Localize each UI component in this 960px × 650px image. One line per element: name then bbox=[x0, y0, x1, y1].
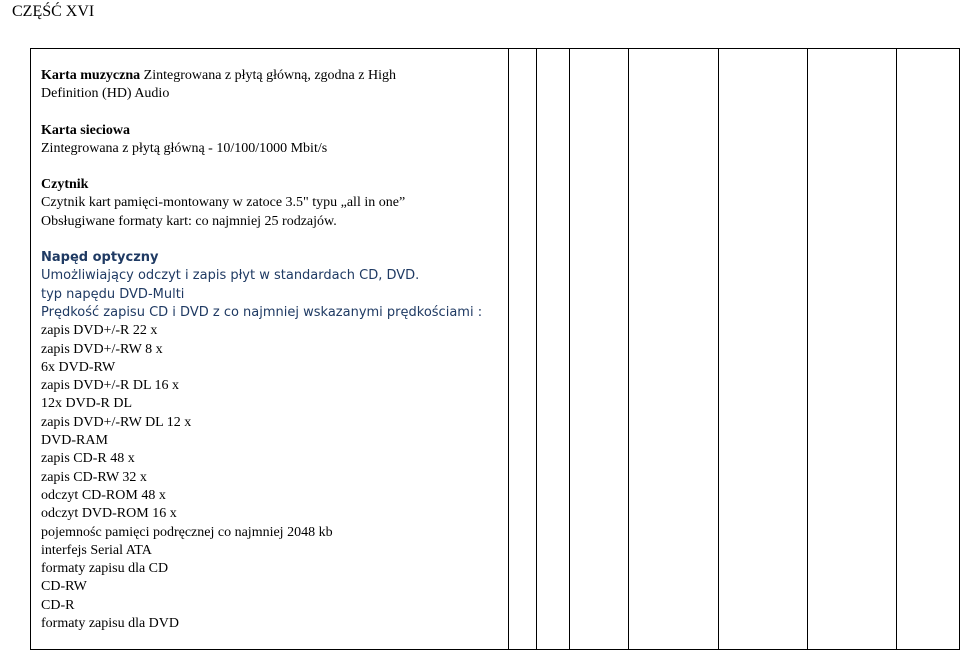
speed-line: odczyt CD-ROM 48 x bbox=[41, 487, 166, 503]
audio-text-2: Definition (HD) Audio bbox=[41, 86, 170, 102]
network-label-text: Karta sieciowa bbox=[41, 122, 131, 138]
speed-line: zapis DVD+/-RW 8 x bbox=[41, 341, 163, 357]
optical-line-3: Prędkość zapisu CD i DVD z co najmniej wskazanymi prędkościami : bbox=[41, 304, 483, 320]
speed-line: interfejs Serial ATA bbox=[41, 542, 152, 558]
spec-cell bbox=[31, 49, 509, 650]
optical-label: Napęd optyczny bbox=[41, 250, 159, 266]
speed-line: zapis CD-RW 32 x bbox=[41, 469, 147, 485]
speed-line: odczyt DVD-ROM 16 x bbox=[41, 506, 177, 522]
speed-line: zapis DVD+/-R DL 16 x bbox=[41, 378, 180, 394]
audio-text-1: Zintegrowana z płytą główną, zgodna z High bbox=[140, 68, 396, 83]
speed-line: DVD-RAM bbox=[41, 433, 108, 449]
speed-line: zapis DVD+/-R 22 x bbox=[41, 323, 158, 339]
spacer bbox=[41, 231, 508, 249]
reader-line-1: Czytnik kart pamięci-montowany w zatoce 3.5" typu „all in one” bbox=[41, 195, 406, 211]
speed-line: 12x DVD-R DL bbox=[41, 396, 132, 412]
empty-cell bbox=[537, 49, 570, 650]
spec-content bbox=[31, 49, 508, 633]
speed-line: CD-R bbox=[41, 597, 75, 613]
network-text: Zintegrowana z płytą główną - 10/100/1000 Mbit/s bbox=[41, 140, 328, 156]
empty-cell bbox=[629, 49, 718, 650]
speed-line: zapis CD-R 48 x bbox=[41, 451, 135, 467]
speed-line: formaty zapisu dla CD bbox=[41, 561, 169, 577]
speed-line: formaty zapisu dla DVD bbox=[41, 616, 180, 632]
spacer bbox=[41, 104, 508, 122]
spec-table bbox=[30, 48, 960, 650]
reader-label-text: Czytnik bbox=[41, 177, 89, 193]
section-title: CZĘŚĆ XVI bbox=[12, 3, 95, 20]
audio-line-1 bbox=[41, 67, 508, 85]
empty-cell bbox=[508, 49, 537, 650]
reader-label bbox=[41, 176, 508, 194]
empty-cell bbox=[570, 49, 629, 650]
speed-line: pojemnośc pamięci podręcznej co najmniej 2048 kb bbox=[41, 524, 333, 540]
empty-cell bbox=[896, 49, 959, 650]
speed-line: zapis DVD+/-RW DL 12 x bbox=[41, 414, 192, 430]
optical-line-2: typ napędu DVD-Multi bbox=[41, 286, 185, 302]
spacer bbox=[41, 158, 508, 176]
empty-cell bbox=[718, 49, 807, 650]
table-row bbox=[31, 49, 960, 650]
empty-cell bbox=[807, 49, 896, 650]
speed-line: CD-RW bbox=[41, 579, 87, 595]
optical-line-1: Umożliwiający odczyt i zapis płyt w standardach CD, DVD. bbox=[41, 268, 420, 284]
speed-line: 6x DVD-RW bbox=[41, 359, 116, 375]
audio-label: Karta muzyczna bbox=[41, 68, 141, 83]
network-label bbox=[41, 122, 508, 140]
reader-line-2: Obsługiwane formaty kart: co najmniej 25 rodzajów. bbox=[41, 213, 337, 229]
